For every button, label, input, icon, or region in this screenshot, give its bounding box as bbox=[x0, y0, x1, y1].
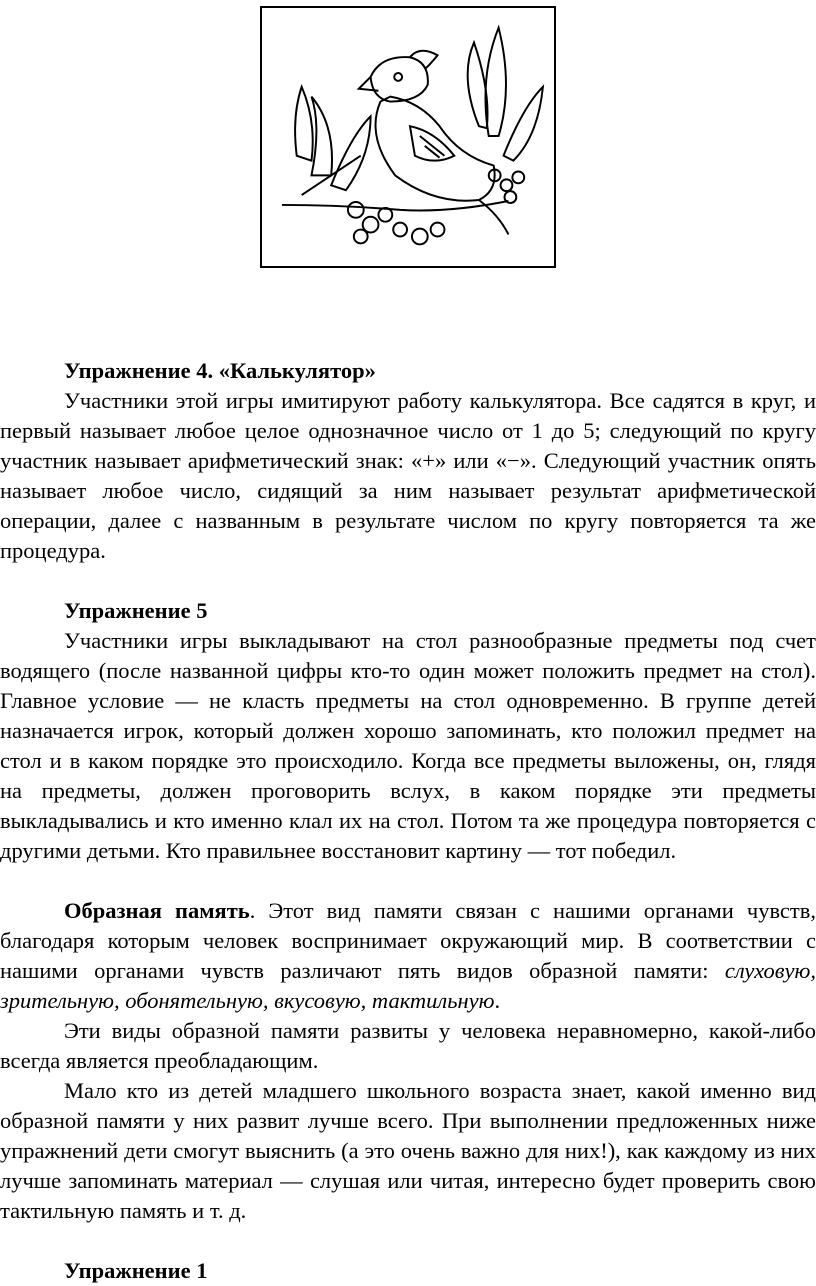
bird-on-branch-icon bbox=[262, 8, 554, 266]
exercise-4-text: Участники этой игры имитируют работу калькулятора. Все садятся в круг, и первый называет любое целое однозначное число от 1 до 5; следующий по кругу участник называет арифметический знак: «+» или «−». Следующий участник опять называет любое число, сидящий за ним называет результат арифметической операции, далее с названным в результате числом по кругу повторяется та же процедура. bbox=[0, 388, 816, 563]
bird-illustration bbox=[260, 6, 556, 268]
exercise-5-heading: Упражнение 5 bbox=[64, 598, 208, 623]
exercise-4-heading: Упражнение 4. «Калькулятор» bbox=[64, 358, 376, 383]
imagery-memory-types: слуховую, зрительную, обонятельную, вкусовую, тактильную bbox=[0, 958, 816, 1013]
exercise-1-heading: Упражнение 1 bbox=[64, 1258, 208, 1283]
imagery-memory-para-3: Мало кто из детей младшего школьного возраста знает, какой именно вид образной памяти у них развит лучше всего. При выполнении предложенных ниже упражнений дети смогут выяснить (а это очень важно для них!), как каждому из них лучше запоминать материал — слушая или читая, интересно будет проверить свою тактильную память и т. д. bbox=[0, 1078, 816, 1223]
imagery-memory-para-2: Эти виды образной памяти развиты у человека неравномерно, какой-либо всегда является преобладающим. bbox=[0, 1018, 816, 1073]
imagery-memory-intro: Образная память. Этот вид памяти связан с нашими органами чувств, благодаря которым человек воспринимает окружающий мир. В соответствии с нашими органами чувств различают пять видов образной памяти: слуховую, зрительную, обонятельную, вкусовую, тактильную. bbox=[0, 898, 816, 1013]
exercise-5-text: Участники игры выкладывают на стол разнообразные предметы под счет водящего (после названной цифры кто-то один может положить предмет на стол). Главное условие — не класть предметы на стол одновременно. В группе детей назначается игрок, который должен хорошо запоминать, кто положил предмет на стол и в каком порядке это происходило. Когда все предметы выложены, он, глядя на предметы, должен проговорить вслух, в каком порядке эти предметы выкладывались и кто именно клал их на стол. Потом та же процедура повторяется с другими детьми. Кто правильнее восстановит картину — тот победил. bbox=[0, 628, 816, 863]
page-content bbox=[0, 356, 816, 1286]
imagery-memory-term: Образная память bbox=[64, 898, 250, 923]
